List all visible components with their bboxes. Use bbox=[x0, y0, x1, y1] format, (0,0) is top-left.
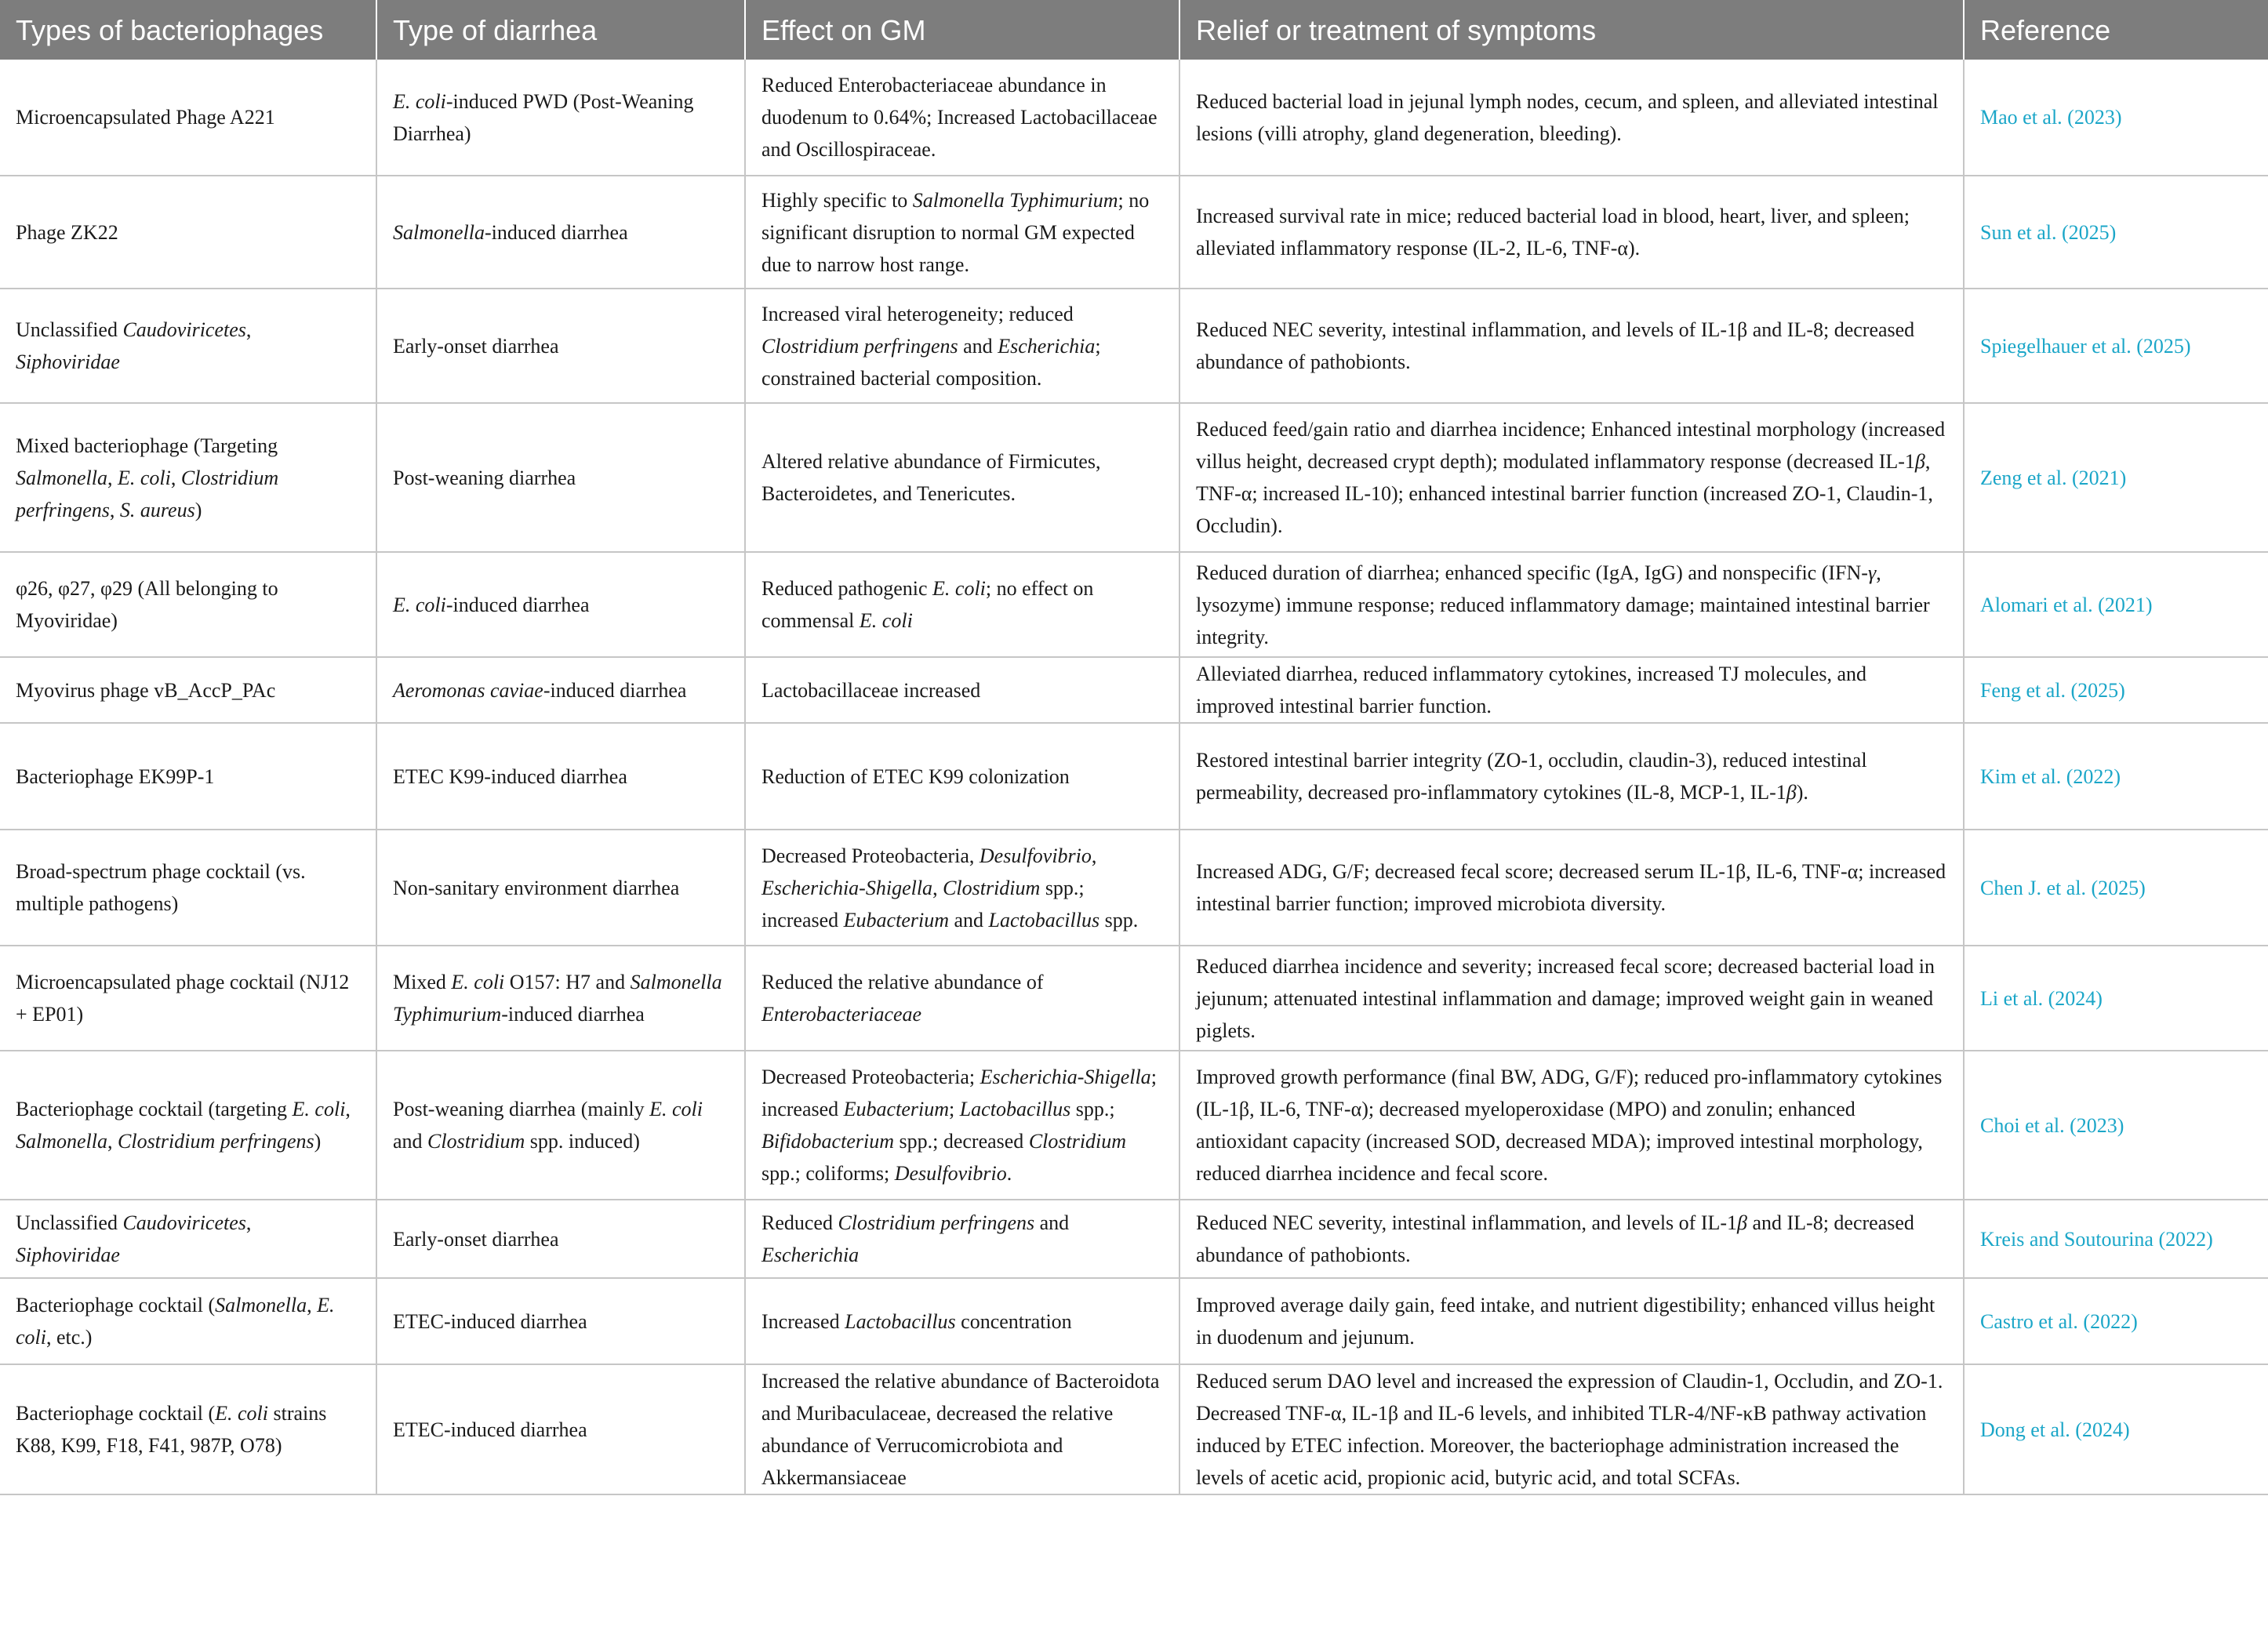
reference-link[interactable]: Sun et al. (2025) bbox=[1964, 176, 2268, 289]
phage-type-cell: Bacteriophage cocktail (Salmonella, E. coli, etc.) bbox=[0, 1278, 376, 1364]
table-row bbox=[0, 657, 2268, 723]
phage-type-cell: Myovirus phage vB_AccP_PAc bbox=[0, 657, 376, 723]
table-row bbox=[0, 289, 2268, 403]
diarrhea-type-cell: Post-weaning diarrhea (mainly E. coli and Clostridium spp. induced) bbox=[376, 1051, 745, 1200]
gm-effect-cell: Highly specific to Salmonella Typhimurium; no significant disruption to normal GM expected due to narrow host range. bbox=[745, 176, 1179, 289]
reference-link[interactable]: Dong et al. (2024) bbox=[1964, 1364, 2268, 1494]
table-row bbox=[0, 830, 2268, 946]
diarrhea-type-cell: ETEC-induced diarrhea bbox=[376, 1364, 745, 1494]
phage-type-cell: Phage ZK22 bbox=[0, 176, 376, 289]
reference-link[interactable]: Mao et al. (2023) bbox=[1964, 60, 2268, 176]
header-reference: Reference bbox=[1964, 0, 2268, 60]
relief-cell: Reduced serum DAO level and increased the expression of Claudin-1, Occludin, and ZO-1. Decreased TNF-α, IL-1β and IL-6 levels, and inhibited TLR-4/NF-κB pathway activation induced by ETEC infection. Moreover, the bacteriophage administration increased the levels of acetic acid, propionic acid, butyric acid, and total SCFAs. bbox=[1179, 1364, 1964, 1494]
diarrhea-type-cell: E. coli-induced diarrhea bbox=[376, 552, 745, 657]
phage-type-cell: Bacteriophage EK99P-1 bbox=[0, 723, 376, 830]
gm-effect-cell: Reduced the relative abundance of Enterobacteriaceae bbox=[745, 946, 1179, 1051]
relief-cell: Reduced diarrhea incidence and severity; increased fecal score; decreased bacterial load in jejunum; attenuated intestinal inflammation and damage; improved weight gain in weaned piglets. bbox=[1179, 946, 1964, 1051]
reference-link[interactable]: Spiegelhauer et al. (2025) bbox=[1964, 289, 2268, 403]
table-row bbox=[0, 1051, 2268, 1200]
header-diarrhea-type: Type of diarrhea bbox=[376, 0, 745, 60]
gm-effect-cell: Reduced Enterobacteriaceae abundance in duodenum to 0.64%; Increased Lactobacillaceae and Oscillospiraceae. bbox=[745, 60, 1179, 176]
diarrhea-type-cell: Post-weaning diarrhea bbox=[376, 403, 745, 552]
gm-effect-cell: Increased viral heterogeneity; reduced Clostridium perfringens and Escherichia; constrained bacterial composition. bbox=[745, 289, 1179, 403]
header-phage-type: Types of bacteriophages bbox=[0, 0, 376, 60]
gm-effect-cell: Lactobacillaceae increased bbox=[745, 657, 1179, 723]
relief-cell: Increased ADG, G/F; decreased fecal score; decreased serum IL-1β, IL-6, TNF-α; increased intestinal barrier function; improved microbiota diversity. bbox=[1179, 830, 1964, 946]
table-row bbox=[0, 60, 2268, 176]
diarrhea-type-cell: ETEC K99-induced diarrhea bbox=[376, 723, 745, 830]
phage-type-cell: φ26, φ27, φ29 (All belonging to Myoviridae) bbox=[0, 552, 376, 657]
table-row bbox=[0, 723, 2268, 830]
header-relief: Relief or treatment of symptoms bbox=[1179, 0, 1964, 60]
table-row bbox=[0, 1278, 2268, 1364]
relief-cell: Improved growth performance (final BW, ADG, G/F); reduced pro-inflammatory cytokines (IL-1β, IL-6, TNF-α); decreased myeloperoxidase (MPO) and zonulin; enhanced antioxidant capacity (increased SOD, decreased MDA); improved intestinal morphology, reduced diarrhea incidence and fecal score. bbox=[1179, 1051, 1964, 1200]
table-row bbox=[0, 552, 2268, 657]
diarrhea-type-cell: Mixed E. coli O157: H7 and Salmonella Typhimurium-induced diarrhea bbox=[376, 946, 745, 1051]
diarrhea-type-cell: Early-onset diarrhea bbox=[376, 1200, 745, 1278]
relief-cell: Alleviated diarrhea, reduced inflammatory cytokines, increased TJ molecules, and improved intestinal barrier function. bbox=[1179, 657, 1964, 723]
gm-effect-cell: Increased the relative abundance of Bacteroidota and Muribaculaceae, decreased the relative abundance of Verrucomicrobiota and Akkermansiaceae bbox=[745, 1364, 1179, 1494]
table-row bbox=[0, 1364, 2268, 1494]
relief-cell: Reduced feed/gain ratio and diarrhea incidence; Enhanced intestinal morphology (increased villus height, decreased crypt depth); modulated inflammatory response (decreased IL-1β, TNF-α; increased IL-10); enhanced intestinal barrier function (increased ZO-1, Claudin-1, Occludin). bbox=[1179, 403, 1964, 552]
table-row bbox=[0, 946, 2268, 1051]
relief-cell: Reduced bacterial load in jejunal lymph nodes, cecum, and spleen, and alleviated intestinal lesions (villi atrophy, gland degeneration, bleeding). bbox=[1179, 60, 1964, 176]
reference-link[interactable]: Zeng et al. (2021) bbox=[1964, 403, 2268, 552]
diarrhea-type-cell: Non-sanitary environment diarrhea bbox=[376, 830, 745, 946]
diarrhea-type-cell: Salmonella-induced diarrhea bbox=[376, 176, 745, 289]
gm-effect-cell: Decreased Proteobacteria; Escherichia-Shigella; increased Eubacterium; Lactobacillus spp.; Bifidobacterium spp.; decreased Clostridium spp.; coliforms; Desulfovibrio. bbox=[745, 1051, 1179, 1200]
reference-link[interactable]: Feng et al. (2025) bbox=[1964, 657, 2268, 723]
phage-type-cell: Mixed bacteriophage (Targeting Salmonella, E. coli, Clostridium perfringens, S. aureus) bbox=[0, 403, 376, 552]
gm-effect-cell: Reduced pathogenic E. coli; no effect on commensal E. coli bbox=[745, 552, 1179, 657]
phage-type-cell: Broad-spectrum phage cocktail (vs. multiple pathogens) bbox=[0, 830, 376, 946]
gm-effect-cell: Decreased Proteobacteria, Desulfovibrio, Escherichia-Shigella, Clostridium spp.; increased Eubacterium and Lactobacillus spp. bbox=[745, 830, 1179, 946]
gm-effect-cell: Altered relative abundance of Firmicutes, Bacteroidetes, and Tenericutes. bbox=[745, 403, 1179, 552]
gm-effect-cell: Reduced Clostridium perfringens and Escherichia bbox=[745, 1200, 1179, 1278]
reference-link[interactable]: Kreis and Soutourina (2022) bbox=[1964, 1200, 2268, 1278]
diarrhea-type-cell: E. coli-induced PWD (Post-Weaning Diarrhea) bbox=[376, 60, 745, 176]
header-gm-effect: Effect on GM bbox=[745, 0, 1179, 60]
phage-type-cell: Unclassified Caudoviricetes, Siphoviridae bbox=[0, 1200, 376, 1278]
relief-cell: Increased survival rate in mice; reduced bacterial load in blood, heart, liver, and spleen; alleviated inflammatory response (IL-2, IL-6, TNF-α). bbox=[1179, 176, 1964, 289]
phage-type-cell: Microencapsulated phage cocktail (NJ12 + EP01) bbox=[0, 946, 376, 1051]
reference-link[interactable]: Alomari et al. (2021) bbox=[1964, 552, 2268, 657]
gm-effect-cell: Increased Lactobacillus concentration bbox=[745, 1278, 1179, 1364]
diarrhea-type-cell: ETEC-induced diarrhea bbox=[376, 1278, 745, 1364]
table-row bbox=[0, 1200, 2268, 1278]
header-row bbox=[0, 0, 2268, 60]
relief-cell: Improved average daily gain, feed intake, and nutrient digestibility; enhanced villus height in duodenum and jejunum. bbox=[1179, 1278, 1964, 1364]
reference-link[interactable]: Li et al. (2024) bbox=[1964, 946, 2268, 1051]
table-row bbox=[0, 403, 2268, 552]
gm-effect-cell: Reduction of ETEC K99 colonization bbox=[745, 723, 1179, 830]
relief-cell: Restored intestinal barrier integrity (ZO-1, occludin, claudin-3), reduced intestinal permeability, decreased pro-inflammatory cytokines (IL-8, MCP-1, IL-1β). bbox=[1179, 723, 1964, 830]
relief-cell: Reduced duration of diarrhea; enhanced specific (IgA, IgG) and nonspecific (IFN-γ, lysozyme) immune response; reduced inflammatory damage; maintained intestinal barrier integrity. bbox=[1179, 552, 1964, 657]
relief-cell: Reduced NEC severity, intestinal inflammation, and levels of IL-1β and IL-8; decreased abundance of pathobionts. bbox=[1179, 1200, 1964, 1278]
reference-link[interactable]: Choi et al. (2023) bbox=[1964, 1051, 2268, 1200]
reference-link[interactable]: Chen J. et al. (2025) bbox=[1964, 830, 2268, 946]
diarrhea-type-cell: Early-onset diarrhea bbox=[376, 289, 745, 403]
table-row bbox=[0, 176, 2268, 289]
diarrhea-type-cell: Aeromonas caviae-induced diarrhea bbox=[376, 657, 745, 723]
phage-type-cell: Bacteriophage cocktail (targeting E. coli, Salmonella, Clostridium perfringens) bbox=[0, 1051, 376, 1200]
phage-type-cell: Microencapsulated Phage A221 bbox=[0, 60, 376, 176]
reference-link[interactable]: Kim et al. (2022) bbox=[1964, 723, 2268, 830]
phage-type-cell: Bacteriophage cocktail (E. coli strains K88, K99, F18, F41, 987P, O78) bbox=[0, 1364, 376, 1494]
reference-link[interactable]: Castro et al. (2022) bbox=[1964, 1278, 2268, 1364]
relief-cell: Reduced NEC severity, intestinal inflammation, and levels of IL-1β and IL-8; decreased abundance of pathobionts. bbox=[1179, 289, 1964, 403]
phage-type-cell: Unclassified Caudoviricetes, Siphoviridae bbox=[0, 289, 376, 403]
